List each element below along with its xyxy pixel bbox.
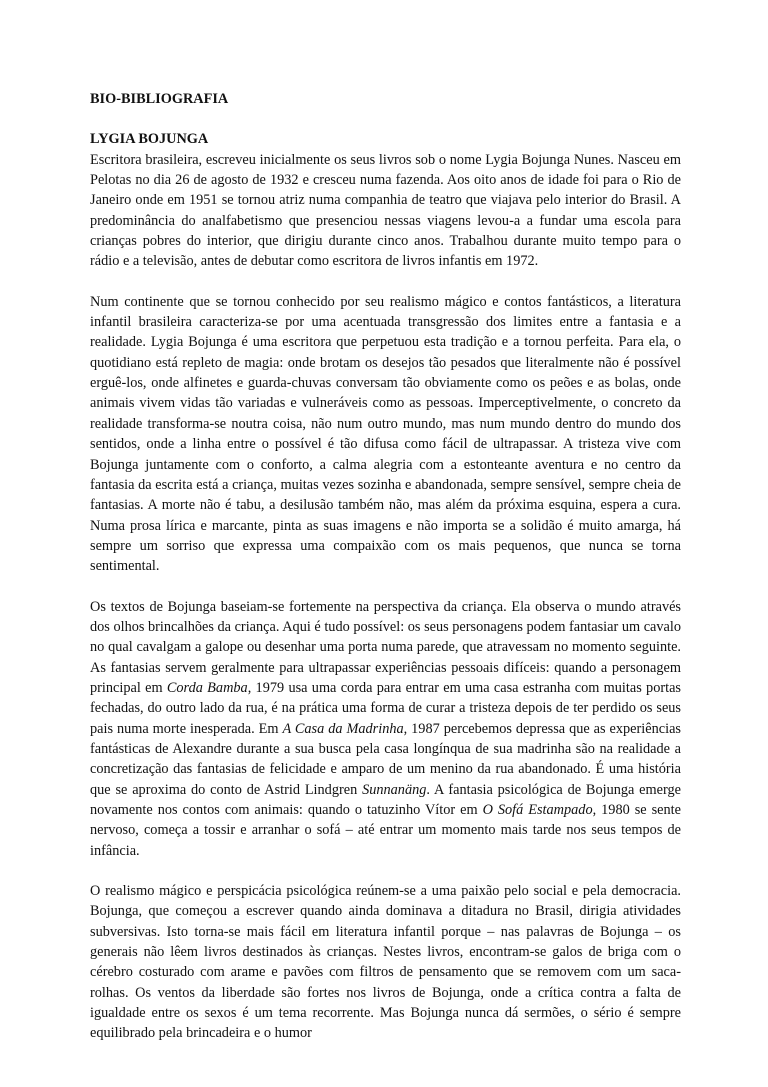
paragraph-text-segment: , 1987 percebemos depressa que as experiências fantásticas de Alexandre durante a sua busca pela casa longínqua de sua madrinha são na realidade a concretização das fantasias de felicidade e amparo de um menino da rua abandonado. É uma história que se aproxima do conto de Astrid Lindgren bbox=[90, 720, 681, 798]
paragraph-text-segment: , 1979 usa uma corda para entrar em uma casa estranha com muitas portas fechadas, do outro lado da rua, é na prática uma forma de curar a tristeza depois de ter perdido os seus pais numa morte inesperada. Em bbox=[90, 679, 681, 737]
paragraph-text-segment: . A fantasia psicológica de Bojunga emerge novamente nos contos com animais: quando o tatuzinho Vítor em bbox=[90, 781, 681, 818]
paragraph-child-perspective bbox=[90, 597, 681, 861]
book-title-a-casa-da-madrinha: A Casa da Madrinha bbox=[282, 720, 404, 737]
section-heading: BIO-BIBLIOGRAFIA bbox=[90, 91, 229, 107]
paragraph-text-segment: , 1980 se sente nervoso, começa a tossir e arranhar o sofá – até entrar um momento mais tarde nos seus tempos de infância. bbox=[90, 802, 681, 859]
book-title-corda-bamba: Corda Bamba bbox=[166, 679, 248, 696]
paragraph-social-democracy: O realismo mágico e perspicácia psicológica reúnem-se a uma paixão pelo social e pela democracia. Bojunga, que começou a escrever quando ainda dominava a ditadura no Brasil, dirigia atividades subversivas. Isto torna-se mais fácil em literatura infantil porque – nas palavras de Bojunga – os generais não lêem livros destinados às crianças. Nestes livros, encontram-se galos de briga com o cérebro costurado com arame e pavões com filtros de pensamento que se removem com um saca-rolhas. Os ventos da liberdade são fortes nos livros de Bojunga, onde a crítica contra a falta de igualdade entre os sexos é um tema recorrente. Mas Bojunga nunca dá sermões, o sério é sempre equilibrado pela brincadeira e o humor bbox=[90, 883, 681, 1042]
author-name-heading: LYGIA BOJUNGA bbox=[90, 131, 209, 148]
book-title-o-sofa-estampado: O Sofá Estampado bbox=[482, 802, 593, 818]
book-title-sunnanang: Sunnanäng bbox=[362, 781, 427, 798]
paragraph-magical-realism: Num continente que se tornou conhecido por seu realismo mágico e contos fantásticos, a literatura infantil brasileira caracteriza-se por uma acentuada transgressão dos limites entre a fantasia e a realidade. Lygia Bojunga é uma escritora que perpetuou esta tradição e a tornou perfeita. Para ela, o quotidiano está repleto de magia: onde brotam os desejos tão pesados que literalmente não é possível erguê-los, onde alfinetes e guarda-chuvas conversam tão obviamente como os peões e as bolas, onde animais vivem vidas tão variadas e vulneráveis como as pessoas. Imperceptivelmente, o concreto da realidade transforma-se noutra coisa, não num outro mundo, mas num mundo dentro do mundo dos sentidos, onde a linha entre o possível é tão difusa como fácil de ultrapassar. A tristeza vive com Bojunga juntamente com o conforto, a calma alegria com a estonteante aventura e no centro da fantasia da escrita está a criança, muitas vezes sozinha e abandonada, sempre sensível, sempre cheia de fantasias. A morte não é tabu, a desilusão também não, mas além da próxima esquina, espera a cura. Numa prosa lírica e marcante, pinta as suas imagens e não importa se a solidão é muito amarga, há sempre um sorriso que expressa uma compaixão com os mais pequenos, que nunca se torna sentimental. bbox=[90, 293, 681, 575]
paragraph-text-segment: Os textos de Bojunga baseiam-se fortemente na perspectiva da criança. Ela observa o mundo através dos olhos brincalhões da criança. Aqui é tudo possível: os seus personagens podem fantasiar um cavalo no qual cavalgam a galope ou desenhar uma porta numa parede, que atravessam no momento seguinte. As fantasias servem geralmente para ultrapassar experiências pessoais difíceis: quando a personagem principal em bbox=[90, 598, 681, 696]
paragraph-biography: Escritora brasileira, escreveu inicialmente os seus livros sob o nome Lygia Bojunga Nunes. Nasceu em Pelotas no dia 26 de agosto de 1932 e cresceu numa fazenda. Aos oito anos de idade foi para o Rio de Janeiro onde em 1951 se tornou atriz numa companhia de teatro que viajava pelo interior do Brasil. A predominância do analfabetismo que presenciou nessas viagens levou-a a fundar uma escola para crianças pobres do interior, que dirigiu durante cinco anos. Trabalhou durante muito tempo para o rádio e a televisão, antes de debutar como escritora de livros infantis em 1972. bbox=[90, 151, 681, 270]
